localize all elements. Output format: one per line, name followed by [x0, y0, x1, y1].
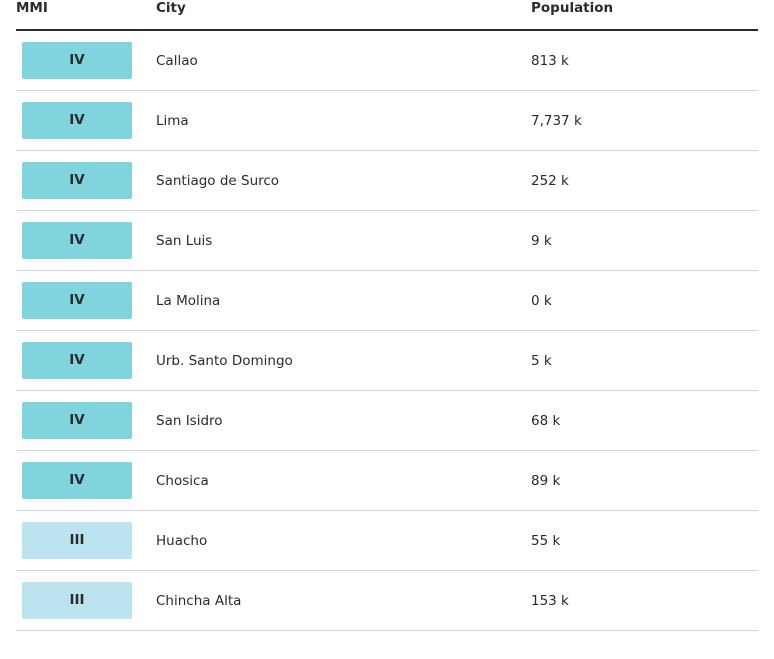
cell-population: 89 k [531, 451, 758, 511]
table-row [16, 571, 758, 631]
mmi-intensity-badge: III [22, 582, 132, 619]
table-row [16, 331, 758, 391]
column-header-mmi: MMI [16, 0, 156, 30]
cell-city: Urb. Santo Domingo [156, 331, 531, 391]
mmi-intensity-badge: III [22, 522, 132, 559]
cell-population: 252 k [531, 151, 758, 211]
cell-mmi [16, 30, 156, 91]
cell-population: 55 k [531, 511, 758, 571]
cell-population: 5 k [531, 331, 758, 391]
table-row [16, 211, 758, 271]
table-row [16, 451, 758, 511]
mmi-intensity-badge: IV [22, 402, 132, 439]
cell-population: 9 k [531, 211, 758, 271]
cell-city: Callao [156, 30, 531, 91]
cell-city: La Molina [156, 271, 531, 331]
cell-mmi [16, 211, 156, 271]
table-row [16, 151, 758, 211]
cell-city: San Isidro [156, 391, 531, 451]
cell-city: Santiago de Surco [156, 151, 531, 211]
cell-population: 153 k [531, 571, 758, 631]
cell-population: 0 k [531, 271, 758, 331]
cell-city: San Luis [156, 211, 531, 271]
table-row [16, 511, 758, 571]
table-row [16, 91, 758, 151]
mmi-intensity-badge: IV [22, 462, 132, 499]
table-header [16, 0, 758, 30]
cell-city: Lima [156, 91, 531, 151]
table-row [16, 391, 758, 451]
cell-mmi [16, 271, 156, 331]
cell-mmi [16, 151, 156, 211]
table-row [16, 271, 758, 331]
column-header-population: Population [531, 0, 758, 30]
mmi-intensity-badge: IV [22, 282, 132, 319]
shaking-intensity-table [16, 0, 758, 631]
cell-city: Huacho [156, 511, 531, 571]
mmi-intensity-badge: IV [22, 102, 132, 139]
cell-mmi [16, 511, 156, 571]
cell-mmi [16, 91, 156, 151]
cell-mmi [16, 571, 156, 631]
table-header-row [16, 0, 758, 30]
table-body [16, 30, 758, 631]
mmi-intensity-badge: IV [22, 222, 132, 259]
cell-mmi [16, 331, 156, 391]
column-header-city: City [156, 0, 531, 30]
cell-city: Chincha Alta [156, 571, 531, 631]
cell-city: Chosica [156, 451, 531, 511]
cell-population: 813 k [531, 30, 758, 91]
cell-population: 68 k [531, 391, 758, 451]
table-row [16, 30, 758, 91]
mmi-intensity-badge: IV [22, 162, 132, 199]
mmi-intensity-badge: IV [22, 342, 132, 379]
mmi-intensity-badge: IV [22, 42, 132, 79]
cell-population: 7,737 k [531, 91, 758, 151]
cell-mmi [16, 391, 156, 451]
cell-mmi [16, 451, 156, 511]
